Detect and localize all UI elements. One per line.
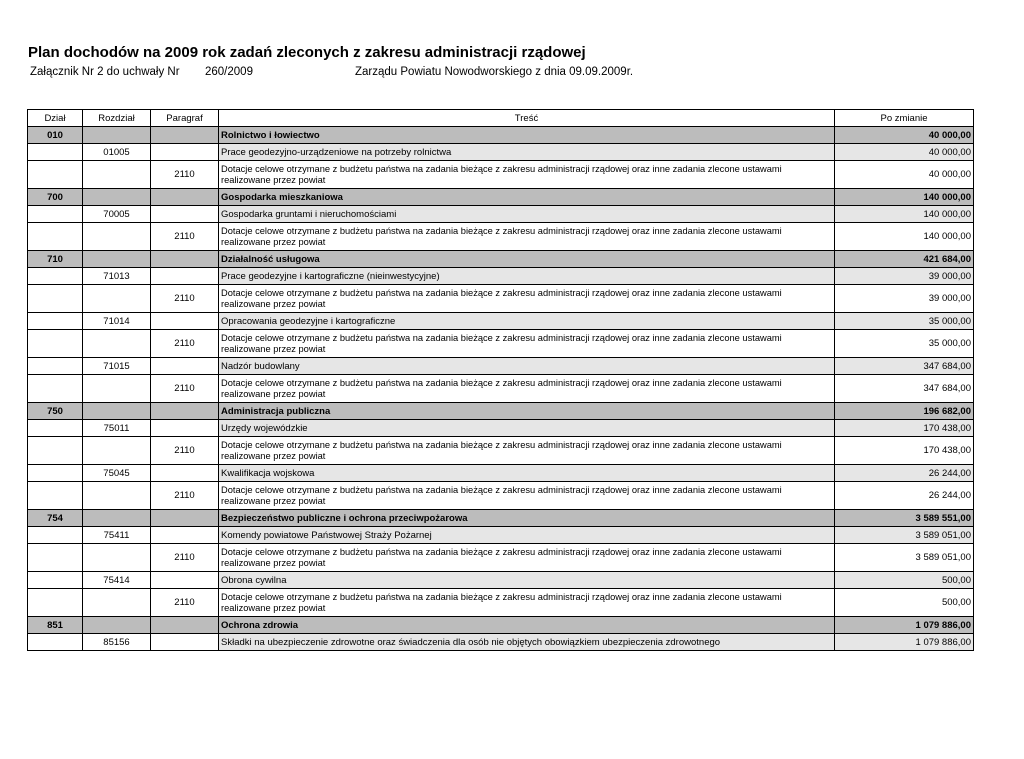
table-row-rozdzial — [28, 268, 974, 285]
cell-rozdzial — [83, 544, 151, 572]
cell-po-zmianie: 421 684,00 — [835, 251, 974, 268]
cell-tresc: Kwalifikacja wojskowa — [219, 465, 835, 482]
cell-tresc: Prace geodezyjne i kartograficzne (nieinwestycyjne) — [219, 268, 835, 285]
cell-rozdzial: 70005 — [83, 206, 151, 223]
cell-paragraf — [151, 313, 219, 330]
cell-po-zmianie: 500,00 — [835, 572, 974, 589]
table-row-rozdzial — [28, 206, 974, 223]
table-row-dzial — [28, 617, 974, 634]
table-row-rozdzial — [28, 465, 974, 482]
cell-po-zmianie: 3 589 051,00 — [835, 527, 974, 544]
cell-rozdzial — [83, 617, 151, 634]
cell-dzial — [28, 572, 83, 589]
cell-paragraf — [151, 144, 219, 161]
table-row-rozdzial — [28, 634, 974, 651]
cell-dzial — [28, 544, 83, 572]
cell-po-zmianie: 500,00 — [835, 589, 974, 617]
table-row-rozdzial — [28, 313, 974, 330]
cell-tresc: Dotacje celowe otrzymane z budżetu państwa na zadania bieżące z zakresu administracji rządowej oraz inne zadania zlecone ustawami realizowane przez powiat — [219, 223, 835, 251]
cell-tresc: Dotacje celowe otrzymane z budżetu państwa na zadania bieżące z zakresu administracji rządowej oraz inne zadania zlecone ustawami realizowane przez powiat — [219, 544, 835, 572]
cell-rozdzial: 01005 — [83, 144, 151, 161]
column-header-tresc: Treść — [219, 110, 835, 127]
cell-tresc: Dotacje celowe otrzymane z budżetu państwa na zadania bieżące z zakresu administracji rządowej oraz inne zadania zlecone ustawami realizowane przez powiat — [219, 482, 835, 510]
cell-rozdzial — [83, 223, 151, 251]
cell-po-zmianie: 40 000,00 — [835, 144, 974, 161]
cell-tresc: Dotacje celowe otrzymane z budżetu państwa na zadania bieżące z zakresu administracji rządowej oraz inne zadania zlecone ustawami realizowane przez powiat — [219, 330, 835, 358]
cell-dzial — [28, 330, 83, 358]
cell-tresc: Działalność usługowa — [219, 251, 835, 268]
cell-paragraf — [151, 634, 219, 651]
cell-dzial — [28, 375, 83, 403]
cell-rozdzial: 71013 — [83, 268, 151, 285]
cell-dzial — [28, 465, 83, 482]
table-row-dzial — [28, 403, 974, 420]
cell-rozdzial — [83, 403, 151, 420]
cell-dzial — [28, 161, 83, 189]
cell-dzial: 750 — [28, 403, 83, 420]
cell-tresc: Komendy powiatowe Państwowej Straży Pożarnej — [219, 527, 835, 544]
cell-paragraf: 2110 — [151, 544, 219, 572]
table-row-paragraf — [28, 482, 974, 510]
cell-rozdzial — [83, 437, 151, 465]
cell-rozdzial — [83, 161, 151, 189]
cell-po-zmianie: 196 682,00 — [835, 403, 974, 420]
cell-paragraf: 2110 — [151, 482, 219, 510]
cell-po-zmianie: 140 000,00 — [835, 223, 974, 251]
subtitle-board-date: Zarządu Powiatu Nowodworskiego z dnia 09.09.2009r. — [355, 66, 634, 78]
cell-dzial — [28, 144, 83, 161]
column-header-rozdzial: Rozdział — [83, 110, 151, 127]
cell-tresc: Nadzór budowlany — [219, 358, 835, 375]
subtitle-attachment: Załącznik Nr 2 do uchwały Nr — [30, 66, 180, 78]
cell-paragraf — [151, 617, 219, 634]
cell-tresc: Dotacje celowe otrzymane z budżetu państwa na zadania bieżące z zakresu administracji rządowej oraz inne zadania zlecone ustawami realizowane przez powiat — [219, 375, 835, 403]
cell-dzial — [28, 285, 83, 313]
cell-tresc: Dotacje celowe otrzymane z budżetu państwa na zadania bieżące z zakresu administracji rządowej oraz inne zadania zlecone ustawami realizowane przez powiat — [219, 437, 835, 465]
cell-tresc: Składki na ubezpieczenie zdrowotne oraz świadczenia dla osób nie objętych obowiązkiem ubezpieczenia zdrowotnego — [219, 634, 835, 651]
cell-rozdzial — [83, 510, 151, 527]
table-row-paragraf — [28, 161, 974, 189]
cell-tresc: Obrona cywilna — [219, 572, 835, 589]
cell-tresc: Dotacje celowe otrzymane z budżetu państwa na zadania bieżące z zakresu administracji rządowej oraz inne zadania zlecone ustawami realizowane przez powiat — [219, 589, 835, 617]
cell-rozdzial — [83, 330, 151, 358]
table-row-paragraf — [28, 544, 974, 572]
table-row-paragraf — [28, 589, 974, 617]
cell-dzial — [28, 206, 83, 223]
cell-rozdzial: 75414 — [83, 572, 151, 589]
cell-dzial: 010 — [28, 127, 83, 144]
table-row-paragraf — [28, 285, 974, 313]
cell-tresc: Dotacje celowe otrzymane z budżetu państwa na zadania bieżące z zakresu administracji rządowej oraz inne zadania zlecone ustawami realizowane przez powiat — [219, 285, 835, 313]
cell-tresc: Ochrona zdrowia — [219, 617, 835, 634]
cell-paragraf: 2110 — [151, 161, 219, 189]
cell-dzial — [28, 268, 83, 285]
table-row-dzial — [28, 510, 974, 527]
cell-dzial — [28, 358, 83, 375]
cell-dzial — [28, 482, 83, 510]
cell-po-zmianie: 3 589 551,00 — [835, 510, 974, 527]
cell-po-zmianie: 140 000,00 — [835, 189, 974, 206]
subtitle-resolution-number: 260/2009 — [205, 66, 253, 78]
cell-dzial — [28, 589, 83, 617]
cell-po-zmianie: 40 000,00 — [835, 127, 974, 144]
cell-paragraf — [151, 268, 219, 285]
cell-rozdzial — [83, 375, 151, 403]
column-header-dzial: Dział — [28, 110, 83, 127]
cell-dzial — [28, 313, 83, 330]
cell-po-zmianie: 1 079 886,00 — [835, 634, 974, 651]
cell-rozdzial — [83, 251, 151, 268]
cell-po-zmianie: 39 000,00 — [835, 268, 974, 285]
cell-rozdzial: 75411 — [83, 527, 151, 544]
cell-paragraf: 2110 — [151, 223, 219, 251]
cell-tresc: Prace geodezyjno-urządzeniowe na potrzeby rolnictwa — [219, 144, 835, 161]
cell-tresc: Dotacje celowe otrzymane z budżetu państwa na zadania bieżące z zakresu administracji rządowej oraz inne zadania zlecone ustawami realizowane przez powiat — [219, 161, 835, 189]
cell-paragraf — [151, 251, 219, 268]
cell-paragraf — [151, 527, 219, 544]
cell-po-zmianie: 347 684,00 — [835, 375, 974, 403]
cell-dzial: 851 — [28, 617, 83, 634]
cell-tresc: Bezpieczeństwo publiczne i ochrona przeciwpożarowa — [219, 510, 835, 527]
cell-tresc: Gospodarka gruntami i nieruchomościami — [219, 206, 835, 223]
cell-po-zmianie: 35 000,00 — [835, 330, 974, 358]
cell-paragraf: 2110 — [151, 589, 219, 617]
cell-po-zmianie: 1 079 886,00 — [835, 617, 974, 634]
cell-dzial — [28, 527, 83, 544]
cell-po-zmianie: 40 000,00 — [835, 161, 974, 189]
cell-paragraf: 2110 — [151, 375, 219, 403]
cell-po-zmianie: 170 438,00 — [835, 437, 974, 465]
cell-po-zmianie: 26 244,00 — [835, 465, 974, 482]
cell-paragraf — [151, 420, 219, 437]
cell-paragraf: 2110 — [151, 330, 219, 358]
cell-paragraf — [151, 206, 219, 223]
table-row-dzial — [28, 189, 974, 206]
table-row-paragraf — [28, 330, 974, 358]
cell-rozdzial: 75045 — [83, 465, 151, 482]
table-row-paragraf — [28, 375, 974, 403]
cell-rozdzial — [83, 285, 151, 313]
table-row-paragraf — [28, 223, 974, 251]
cell-po-zmianie: 170 438,00 — [835, 420, 974, 437]
cell-po-zmianie: 347 684,00 — [835, 358, 974, 375]
budget-table-body — [28, 127, 974, 651]
cell-po-zmianie: 26 244,00 — [835, 482, 974, 510]
table-row-paragraf — [28, 437, 974, 465]
cell-rozdzial: 85156 — [83, 634, 151, 651]
cell-dzial — [28, 634, 83, 651]
column-header-po-zmianie: Po zmianie — [835, 110, 974, 127]
cell-rozdzial — [83, 127, 151, 144]
cell-tresc: Gospodarka mieszkaniowa — [219, 189, 835, 206]
cell-rozdzial: 71014 — [83, 313, 151, 330]
cell-tresc: Rolnictwo i łowiectwo — [219, 127, 835, 144]
cell-dzial — [28, 437, 83, 465]
cell-dzial — [28, 420, 83, 437]
cell-rozdzial — [83, 589, 151, 617]
cell-po-zmianie: 35 000,00 — [835, 313, 974, 330]
cell-paragraf — [151, 358, 219, 375]
cell-paragraf — [151, 465, 219, 482]
cell-paragraf: 2110 — [151, 285, 219, 313]
cell-rozdzial — [83, 189, 151, 206]
cell-dzial — [28, 223, 83, 251]
table-row-rozdzial — [28, 527, 974, 544]
budget-table — [27, 109, 974, 651]
table-header-row — [28, 110, 974, 127]
cell-dzial: 710 — [28, 251, 83, 268]
cell-rozdzial: 71015 — [83, 358, 151, 375]
column-header-paragraf: Paragraf — [151, 110, 219, 127]
cell-po-zmianie: 39 000,00 — [835, 285, 974, 313]
cell-tresc: Administracja publiczna — [219, 403, 835, 420]
cell-tresc: Urzędy wojewódzkie — [219, 420, 835, 437]
cell-dzial: 700 — [28, 189, 83, 206]
table-row-dzial — [28, 251, 974, 268]
table-row-dzial — [28, 127, 974, 144]
cell-paragraf — [151, 510, 219, 527]
cell-paragraf: 2110 — [151, 437, 219, 465]
cell-paragraf — [151, 189, 219, 206]
cell-rozdzial — [83, 482, 151, 510]
table-row-rozdzial — [28, 420, 974, 437]
cell-tresc: Opracowania geodezyjne i kartograficzne — [219, 313, 835, 330]
table-row-rozdzial — [28, 358, 974, 375]
cell-rozdzial: 75011 — [83, 420, 151, 437]
table-row-rozdzial — [28, 144, 974, 161]
cell-paragraf — [151, 403, 219, 420]
cell-po-zmianie: 140 000,00 — [835, 206, 974, 223]
cell-paragraf — [151, 572, 219, 589]
cell-paragraf — [151, 127, 219, 144]
cell-po-zmianie: 3 589 051,00 — [835, 544, 974, 572]
cell-dzial: 754 — [28, 510, 83, 527]
document-title: Plan dochodów na 2009 rok zadań zleconych z zakresu administracji rządowej — [28, 44, 586, 61]
table-row-rozdzial — [28, 572, 974, 589]
